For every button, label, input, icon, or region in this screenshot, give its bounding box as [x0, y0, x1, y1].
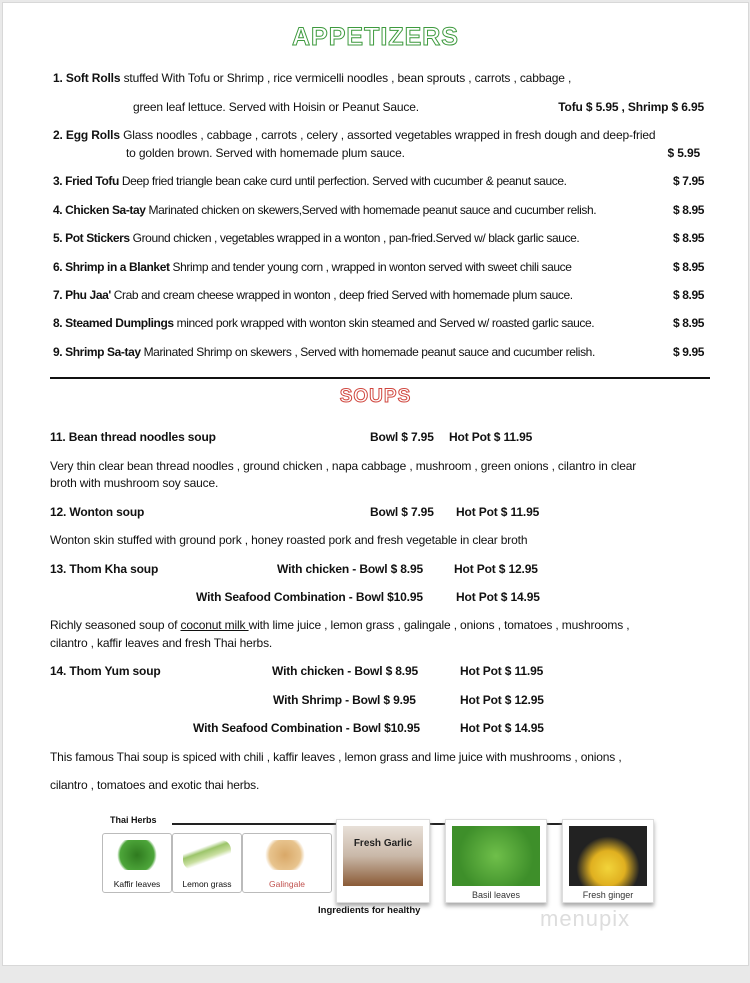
item-name: 3. Fried Tofu [53, 174, 119, 188]
ginger-icon [569, 826, 647, 886]
item-name: 2. Egg Rolls [53, 128, 120, 142]
photo-basil [445, 819, 547, 903]
herb-lemongrass [172, 833, 242, 893]
item-desc: Glass noodles , cabbage , carrots , celery , assorted vegetables wrapped in fresh dough and deep-fried [119, 128, 656, 142]
item-desc: Shrimp and tender young corn , wrapped in wonton served with sweet chili sauce [169, 260, 572, 274]
item-desc: Marinated chicken on skewers,Served with homemade peanut sauce and cucumber relish. [145, 203, 597, 217]
item-name: 1. Soft Rolls [53, 71, 121, 85]
menu-item [53, 345, 704, 359]
soup-desc [50, 618, 630, 632]
menu-item [53, 231, 704, 245]
soup-desc: This famous Thai soup is spiced with chili , kaffir leaves , lemon grass and lime juice with mushrooms , onions , [50, 750, 622, 764]
soup-desc: cilantro , kaffir leaves and fresh Thai herbs. [50, 636, 273, 650]
item-price: $ 8.95 [673, 288, 704, 302]
item-desc: Crab and cream cheese wrapped in wonton , deep fried Served with homemade plum sauce. [110, 288, 573, 302]
hotpot-price: Hot Pot $ 14.95 [456, 590, 540, 604]
item-name: 6. Shrimp in a Blanket [53, 260, 170, 274]
thai-herbs-image [100, 811, 660, 941]
option-price: With Seafood Combination - Bowl $10.95 [196, 590, 423, 604]
soup-desc: cilantro , tomatoes and exotic thai herbs. [50, 778, 260, 792]
herb-label: Galingale [269, 879, 305, 889]
photo-label: Fresh Garlic [353, 838, 413, 849]
herb-kaffir [102, 833, 172, 893]
coconut-milk-link[interactable]: coconut milk [180, 618, 249, 632]
item-price: $ 8.95 [673, 316, 704, 330]
item-name: 5. Pot Stickers [53, 231, 130, 245]
soup-name: 11. Bean thread noodles soup [50, 430, 216, 444]
item-price: $ 8.95 [673, 203, 704, 217]
item-price: $ 8.95 [673, 231, 704, 245]
item-desc: stuffed With Tofu or Shrimp , rice vermicelli noodles , bean sprouts , carrots , cabbage , [120, 71, 572, 85]
item-desc: minced pork wrapped with wonton skin steamed and Served w/ roasted garlic sauce. [173, 316, 595, 330]
herb-label: Lemon grass [182, 879, 232, 889]
item-desc: Ground chicken , vegetables wrapped in a wonton , pan-fried.Served w/ black garlic sauce. [129, 231, 580, 245]
menu-item [53, 128, 655, 142]
hotpot-price: Hot Pot $ 12.95 [460, 693, 544, 707]
item-name: 4. Chicken Sa-tay [53, 203, 146, 217]
soup-desc: Wonton skin stuffed with ground pork , honey roasted pork and fresh vegetable in clear broth [50, 533, 528, 547]
section-divider [50, 377, 710, 379]
soup-name: 13. Thom Kha soup [50, 562, 159, 576]
item-price: $ 5.95 [667, 146, 700, 160]
item-name: 9. Shrimp Sa-tay [53, 345, 141, 359]
bowl-price: Bowl $ 7.95 [370, 430, 434, 444]
soup-desc: Very thin clear bean thread noodles , ground chicken , napa cabbage , mushroom , green onions , cilantro in clear [50, 459, 637, 473]
kaffir-leaves-icon [113, 840, 161, 870]
option-price: With chicken - Bowl $ 8.95 [272, 664, 419, 678]
menu-item [53, 316, 704, 330]
desc-text: with lime juice , lemon grass , galingale , onions , tomatoes , mushrooms , [248, 618, 630, 632]
item-price: Tofu $ 5.95 , Shrimp $ 6.95 [558, 100, 704, 114]
item-name: 8. Steamed Dumplings [53, 316, 174, 330]
photo-label: Fresh ginger [582, 890, 634, 900]
desc-text: Richly seasoned soup of [50, 618, 181, 632]
ingredients-caption: Ingredients for healthy [318, 905, 421, 916]
menu-page [2, 2, 749, 966]
item-desc: Marinated Shrimp on skewers , Served with homemade peanut sauce and cucumber relish. [140, 345, 595, 359]
herbs-title: Thai Herbs [110, 815, 157, 825]
herb-galingale [242, 833, 332, 893]
bowl-price: Bowl $ 7.95 [370, 505, 434, 519]
lemon-grass-icon [183, 840, 231, 870]
item-price: $ 7.95 [673, 174, 704, 188]
item-desc: to golden brown. Served with homemade plum sauce. [126, 146, 405, 160]
garlic-icon [343, 826, 423, 886]
appetizers-heading: APPETIZERS [292, 23, 459, 51]
photo-ginger [562, 819, 654, 903]
menu-item [53, 288, 704, 302]
hotpot-price: Hot Pot $ 11.95 [456, 505, 540, 519]
menu-item [53, 174, 704, 188]
option-price: With Shrimp - Bowl $ 9.95 [273, 693, 416, 707]
menu-item [53, 71, 571, 85]
menu-item [53, 203, 704, 217]
photo-label: Basil leaves [471, 890, 521, 900]
galingale-icon [261, 840, 309, 870]
herb-label: Kaffir leaves [113, 879, 161, 889]
soup-desc: broth with mushroom soy sauce. [50, 476, 219, 490]
menu-item [53, 260, 704, 274]
hotpot-price: Hot Pot $ 12.95 [454, 562, 538, 576]
watermark: menupix [540, 906, 631, 931]
soups-heading: SOUPS [339, 386, 412, 407]
soup-name: 14. Thom Yum soup [50, 664, 161, 678]
basil-icon [452, 826, 540, 886]
photo-garlic [336, 819, 430, 903]
item-name: 7. Phu Jaa' [53, 288, 111, 302]
item-price: $ 8.95 [673, 260, 704, 274]
item-price: $ 9.95 [673, 345, 704, 359]
option-price: With Seafood Combination - Bowl $10.95 [193, 721, 420, 735]
hotpot-price: Hot Pot $ 14.95 [460, 721, 544, 735]
item-desc: Deep fried triangle bean cake curd until perfection. Served with cucumber & peanut sauce. [118, 174, 567, 188]
item-desc: green leaf lettuce. Served with Hoisin or Peanut Sauce. [133, 100, 419, 114]
option-price: With chicken - Bowl $ 8.95 [277, 562, 424, 576]
hotpot-price: Hot Pot $ 11.95 [449, 430, 533, 444]
soup-name: 12. Wonton soup [50, 505, 145, 519]
hotpot-price: Hot Pot $ 11.95 [460, 664, 544, 678]
